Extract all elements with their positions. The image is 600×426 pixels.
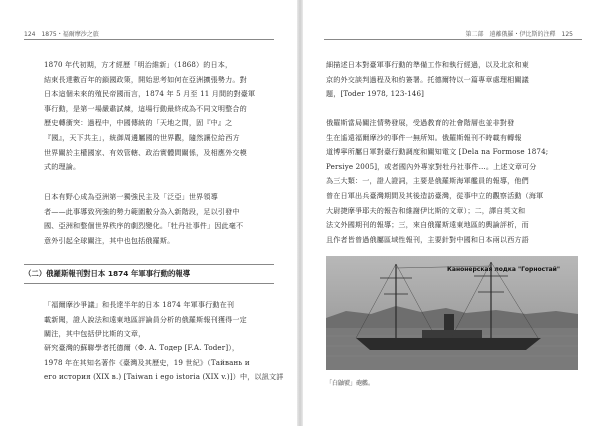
left-header-rule <box>24 39 274 40</box>
right-paragraph-1: 細描述日本對臺軍事行動的準備工作和執行經過，以及北京和東 京的外交談判過程及和約簽署。托德爾特以一篇專章處理相關議 題，[Toder 1978, 123-146] <box>326 60 529 99</box>
left-paragraph-4: 研究臺灣的蘇聯學者托德爾（Ф. А. Тодер [F.A. Toder]）， 1978 年在其知名著作《臺灣及其歷史，19 世紀》（Тайвань и его история (XIX в.) [Taiwan i ego istoria (XIX v.)]）中，以訊文詳 <box>44 343 284 382</box>
right-header-rule <box>324 39 582 40</box>
gunboat-illustration <box>326 256 578 370</box>
right-page <box>302 0 600 426</box>
right-running-head: 第二部 遠離俄羅・伊比斯的注釋 125 <box>465 31 573 38</box>
left-paragraph-3: 「福爾摩沙爭議」和長達半年的日本 1874 年軍事行動在刊 載新聞，證人說法和遠東地區評論員分析的俄羅斯報刊獲得一定 關注，其中包括伊比斯的文章， <box>44 300 247 339</box>
left-page <box>0 0 298 426</box>
gunboat-photo <box>326 256 578 370</box>
left-paragraph-2: 日本有野心成為亞洲第一獨強民主及「泛亞」世界領導 者——此事導致列強的勢力範圍數分為入新階段，足以引發中 國、亞洲和整個世界秩序的劇烈變化。「牡丹社事件」因此毫不 意外引起全球關注，其中也包括俄羅斯。 <box>44 192 244 245</box>
section-heading: （二）俄羅斯報刊對日本 1874 年軍事行動的報導 <box>24 264 274 284</box>
left-paragraph-1: 1870 年代初期，方才經歷「明治維新」（1868）的日本， 結束長達數百年的鎖國政策，開始思考如何在亞洲擴張勢力。對 日本這個未來的殖民帝國而言，1874 年 5 月至 11 月間的對臺軍 事行動，是第一場嚴肅試煉，這場行動最終成為不同文明整合的 歷史轉衝突：過程中，中國傳統的「天地之間，固『中』之 『國』，天下共主」，統御周邊屬國的世界觀，隨然讓位給西方 世界關於主權國家、有效管轄、政治實體間關係，及相應外交模 式的理論。 <box>44 60 256 172</box>
left-running-head: 124 1875・福爾摩沙之旅 <box>24 31 99 38</box>
photo-caption: 「白鼬號」砲艦。 <box>326 380 375 387</box>
photo-overlay-label: Канонерская лодка "Горностай" <box>447 266 560 273</box>
right-paragraph-2: 俄羅斯當局關注情勢發展，受過教育的社會階層也並非對發 生在遙遠福爾摩沙的事件一無所知。俄羅斯報刊不時載有轉報 道博寧所屬日軍對臺行動調度和關知電文 [Dela na Formose 1874; Persiye 2005]，或者國內外專家對牡丹社事件…。上述文章可分 為三大類：一，證人證詞，主要是俄羅斯海軍艦員的報導，他們 曾在日軍出兵臺灣期間及其後造訪臺灣，從事中立的觀察活動（海軍 大尉捷摩爭耶夫的報告和維謝伊比斯的文章）；二，譯自英文和 法文外國期刊的報導；三，來自俄羅斯遠東地區的輿論評析，而 且作者皆曾過俄屬區域性報刊，主要針對中國和日本兩以西方語 <box>326 118 549 244</box>
